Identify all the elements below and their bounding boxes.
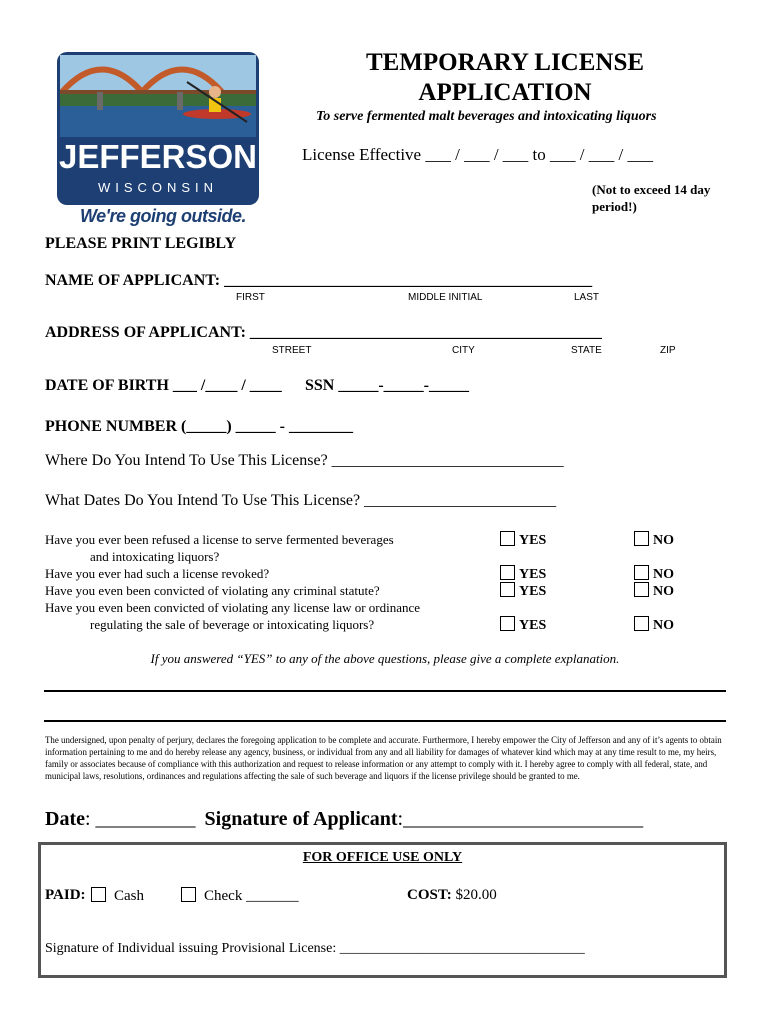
q2-yes-option[interactable]	[500, 565, 546, 583]
date-signature-row[interactable]	[45, 808, 643, 831]
signature-label: Signature of Applicant	[204, 808, 398, 830]
yes-label: YES	[519, 618, 547, 633]
address-street-caption: STREET	[272, 345, 312, 356]
license-effective-dates[interactable]: License Effective ___ / ___ / ___ to ___ / ___ / ___	[302, 145, 653, 164]
checkbox-icon[interactable]	[634, 531, 649, 546]
check-label: Check _______	[204, 888, 299, 904]
question-refused-line-1: Have you ever been refused a license to serve fermented beverages	[45, 532, 394, 547]
duration-note-line-2: period!)	[592, 199, 637, 214]
applicant-name-field[interactable]: NAME OF APPLICANT: ______________________________________________	[45, 272, 593, 289]
yes-label: YES	[519, 584, 547, 599]
jefferson-logo	[57, 52, 259, 205]
address-city-caption: CITY	[452, 345, 475, 356]
logo-city: JEFFERSON	[58, 138, 258, 175]
office-use-header: FOR OFFICE USE ONLY	[302, 850, 463, 865]
cash-label: Cash	[114, 888, 144, 904]
checkbox-icon[interactable]	[634, 565, 649, 580]
ssn-field[interactable]: SSN _____-_____-_____	[305, 377, 470, 394]
checkbox-icon[interactable]	[634, 582, 649, 597]
date-blank[interactable]: : __________	[84, 808, 196, 830]
question-license-law-line-1: Have you even been convicted of violating any license law or ordinance	[45, 600, 421, 615]
checkbox-icon[interactable]	[181, 887, 196, 902]
question-criminal: Have you even been convicted of violating any criminal statute?	[45, 583, 380, 598]
logo-tagline: We're going outside.	[80, 206, 246, 226]
subtitle: To serve fermented malt beverages and intoxicating liquors	[316, 109, 657, 124]
yes-label: YES	[519, 533, 547, 548]
checkbox-icon[interactable]	[634, 616, 649, 631]
explanation-line-2[interactable]	[44, 720, 726, 722]
checkbox-icon[interactable]	[91, 887, 106, 902]
q2-no-option[interactable]	[634, 565, 674, 583]
duration-note-line-1: (Not to exceed 14 day	[592, 182, 711, 197]
cash-option[interactable]	[91, 887, 144, 905]
intended-dates-field[interactable]: What Dates Do You Intend To Use This License? ________________________	[45, 492, 557, 509]
issuer-signature-field[interactable]: Signature of Individual issuing Provisional License: ___________________________________	[45, 941, 585, 956]
question-license-law-line-2: regulating the sale of beverage or intoxicating liquors?	[90, 617, 375, 632]
checkbox-icon[interactable]	[500, 565, 515, 580]
checkbox-icon[interactable]	[500, 616, 515, 631]
question-revoked: Have you ever had such a license revoked?	[45, 566, 270, 581]
no-label: NO	[653, 618, 674, 633]
no-label: NO	[653, 533, 674, 548]
perjury-declaration: The undersigned, upon penalty of perjury, declares the foregoing application to be complete and accurate. Furthermore, I hereby empower the City of Jefferson and any of it’s agents to obtain information pertaining to me and do hereby release any agency, business, or individual from any and all liability for damages of whatever kind which may at any time result to me, my heirs, family or associates because of compliance with this authorization and request to release information or any attempt to comply with it. I hereby agree to comply with all federal, state, and municipal laws, resolutions, ordinances and regulations affecting the sale of such beverage and liquors if the license privilege should be granted to me.	[45, 735, 722, 781]
intended-location-field[interactable]: Where Do You Intend To Use This License? _____________________________	[45, 452, 564, 469]
logo-state: WISCONSIN	[97, 180, 219, 195]
question-refused-line-2: and intoxicating liquors?	[90, 549, 220, 564]
name-first-caption: FIRST	[236, 292, 265, 303]
no-label: NO	[653, 584, 674, 599]
name-last-caption: LAST	[574, 292, 600, 303]
date-label: Date	[45, 808, 85, 830]
q1-no-option[interactable]	[634, 531, 674, 549]
checkbox-icon[interactable]	[500, 582, 515, 597]
yes-label: YES	[519, 567, 547, 582]
name-middle-caption: MIDDLE INITIAL	[408, 292, 483, 303]
explanation-line-1[interactable]	[44, 690, 726, 692]
phone-number-field[interactable]: PHONE NUMBER (_____) _____ - ________	[45, 418, 353, 435]
paid-label: PAID:	[45, 887, 86, 903]
applicant-address-field[interactable]: ADDRESS OF APPLICANT: ____________________________________________	[45, 324, 602, 341]
office-use-box	[38, 842, 727, 978]
q4-no-option[interactable]	[634, 616, 674, 634]
check-option[interactable]	[181, 887, 299, 905]
cost-value: $20.00	[455, 887, 497, 903]
address-zip-caption: ZIP	[660, 345, 676, 356]
q4-yes-option[interactable]	[500, 616, 546, 634]
title-line-2: APPLICATION	[418, 79, 592, 106]
date-of-birth-field[interactable]: DATE OF BIRTH ___ /____ / ____	[45, 377, 282, 394]
q3-yes-option[interactable]	[500, 582, 546, 600]
cost-display	[407, 887, 497, 904]
no-label: NO	[653, 567, 674, 582]
checkbox-icon[interactable]	[500, 531, 515, 546]
explanation-instruction: If you answered “YES” to any of the above questions, please give a complete explanation.	[150, 651, 620, 666]
address-state-caption: STATE	[571, 345, 602, 356]
q1-yes-option[interactable]	[500, 531, 546, 549]
print-legibly-note: PLEASE PRINT LEGIBLY	[45, 235, 237, 252]
title-line-1: TEMPORARY LICENSE	[365, 49, 645, 76]
cost-label: COST:	[407, 887, 452, 903]
signature-blank[interactable]: :________________________	[397, 808, 644, 830]
q3-no-option[interactable]	[634, 582, 674, 600]
